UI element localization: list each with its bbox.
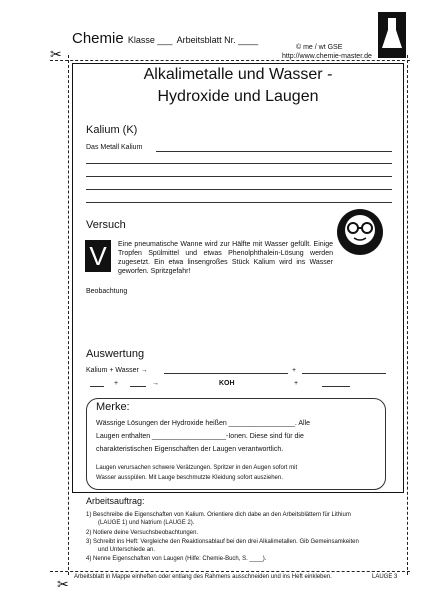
- auswertung-heading: Auswertung: [86, 348, 145, 360]
- equation-plus: +: [292, 367, 297, 374]
- worksheet-header: [72, 30, 258, 47]
- safety-goggles-icon: [336, 208, 384, 256]
- footer-code: LAUGE 3: [372, 574, 398, 580]
- subject: Chemie: [72, 30, 124, 47]
- merke-line: charakteristischen Eigenschaften der Laugen verantwortlich.: [96, 446, 284, 453]
- equation-blank: [130, 386, 146, 387]
- cut-line-bottom: [50, 571, 410, 572]
- flask-icon: [372, 8, 412, 62]
- source-url: http://www.chemie-master.de: [282, 53, 372, 60]
- answer-line: [86, 202, 392, 203]
- versuch-text: Eine pneumatische Wanne wird zur Hälfte mit Wasser gefüllt. Einige Tropfen Spülmittel und etwas Phenolphthalein-Lösung werden zugesetzt. Ein etwa linsengroßes Stück Kalium wird ins Wasser geworfen. Spritzgefahr!: [118, 241, 333, 275]
- cut-line-right: [407, 55, 408, 575]
- merke-line: Laugen enthalten ___________________-Ionen. Diese sind für die: [96, 433, 304, 440]
- equation-plus: +: [294, 380, 299, 387]
- kalium-prompt: Das Metall Kalium: [86, 144, 143, 151]
- task-item: 2) Notiere deine Versuchsbeobachtungen.: [86, 530, 199, 536]
- page-title-line1: Alkalimetalle und Wasser -: [143, 66, 333, 83]
- equation-blank: [322, 386, 350, 387]
- task-item: 3) Schreibt ins Heft: Vergleiche den Reaktionsablauf bei den drei Alkalimetallen. Gib Gemeinsamkeiten: [86, 539, 359, 545]
- kalium-heading: Kalium (K): [86, 124, 138, 136]
- cut-line-top: [50, 60, 410, 61]
- warning-line: Wasser ausspülen. Mit Lauge beschmutzte Kleidung sofort ausziehen.: [96, 475, 283, 481]
- task-item: und Unterschiede an.: [98, 547, 156, 553]
- scissors-icon-bottom: ✂: [57, 576, 69, 592]
- equation-start: Kalium + Wasser →: [86, 367, 148, 374]
- equation-product: KOH: [219, 380, 235, 387]
- beobachtung-label: Beobachtung: [86, 288, 128, 295]
- equation-blank: [90, 386, 104, 387]
- copyright: © me / wt GSE: [296, 44, 343, 51]
- page-title-line2: Hydroxide und Laugen: [157, 88, 319, 105]
- answer-line: [86, 176, 392, 177]
- equation-plus: +: [114, 380, 119, 387]
- versuch-heading: Versuch: [86, 219, 126, 231]
- blatt-field: Arbeitsblatt Nr. ____: [176, 35, 259, 45]
- merke-heading: Merke:: [96, 401, 130, 413]
- task-item: (LAUGE 1) und Natrium (LAUGE 2).: [98, 520, 195, 526]
- klasse-field: Klasse ___: [127, 35, 173, 45]
- answer-line: [86, 189, 392, 190]
- footer-note: Arbeitsblatt in Mappe einheften oder entlang des Rahmens ausschneiden und ins Heft einkleben.: [74, 574, 332, 580]
- task-item: 1) Beschreibe die Eigenschaften von Kalium. Orientiere dich dabe an den Arbeitsblättern für Lithium: [86, 512, 351, 518]
- answer-line: [86, 163, 392, 164]
- answer-line: [156, 151, 392, 152]
- cut-line-left: [68, 55, 69, 575]
- task-item: 4) Nenne Eigenschaften von Laugen (Hilfe: Chemie-Buch, S. ____).: [86, 556, 267, 562]
- equation-arrow: →: [152, 380, 159, 387]
- equation-blank: [164, 373, 288, 374]
- arbeitsauftrag-heading: Arbeitsauftrag:: [86, 496, 145, 506]
- equation-blank: [302, 373, 386, 374]
- warning-line: Laugen verursachen schwere Verätzungen. Spritzer in den Augen sofort mit: [96, 465, 298, 471]
- scissors-icon: ✂: [50, 46, 62, 62]
- merke-line: Wässrige Lösungen der Hydroxide heißen _________________. Alle: [96, 420, 311, 427]
- versuch-letter-icon: V: [85, 240, 111, 272]
